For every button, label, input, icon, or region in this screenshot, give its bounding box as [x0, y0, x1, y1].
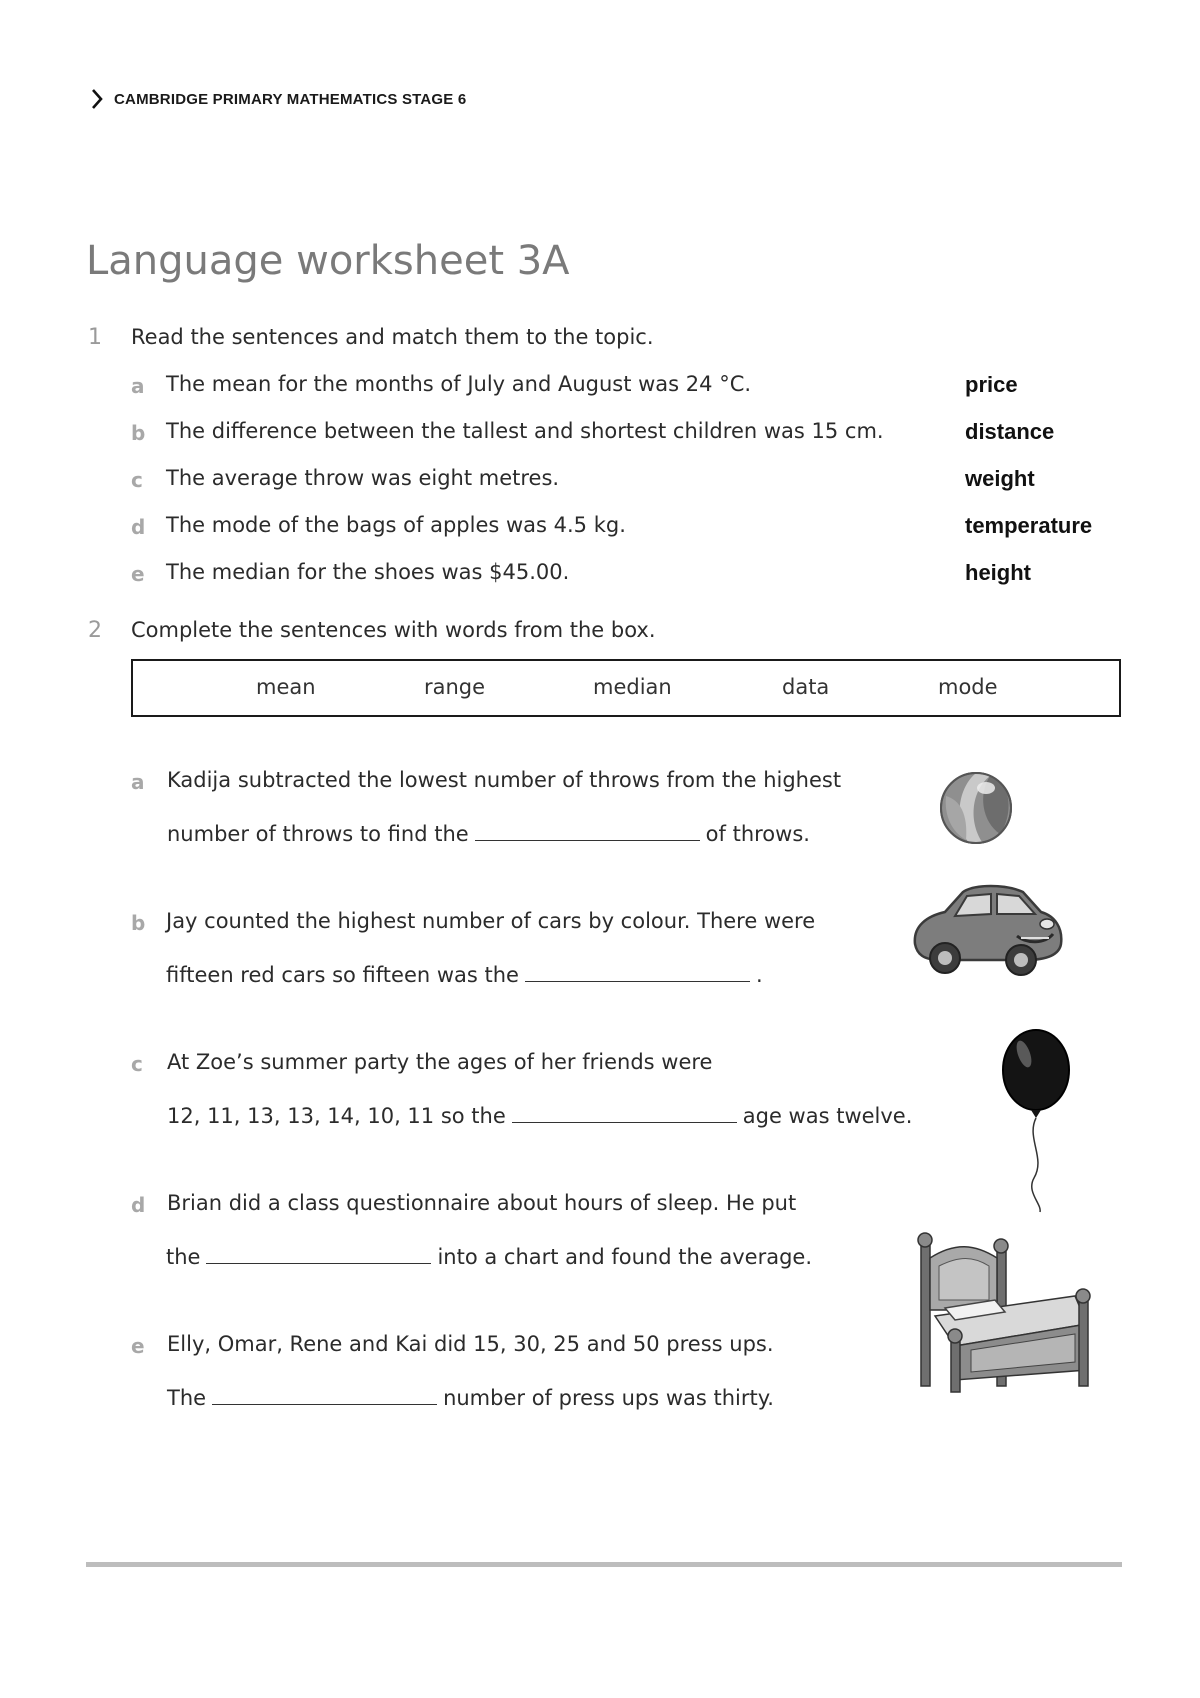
q2-item-line1: Elly, Omar, Rene and Kai did 15, 30, 25 and 50 press ups.: [167, 1332, 774, 1356]
beach-ball-icon: [938, 770, 1014, 846]
q1-topic-word: distance: [965, 419, 1055, 444]
q2-item-line1: Jay counted the highest number of cars by colour. There were: [166, 909, 816, 933]
q1-item-letter: d: [131, 515, 146, 539]
word-box-item: mean: [256, 675, 316, 699]
answer-blank[interactable]: [512, 1104, 737, 1123]
q1-topic-word: temperature: [965, 513, 1093, 538]
chevron-right-icon: [90, 88, 104, 110]
q1-topic-word: price: [965, 372, 1018, 397]
series-header: [90, 88, 466, 110]
q1-topic-word: height: [965, 560, 1031, 585]
q2-item-letter: b: [131, 911, 146, 935]
answer-blank[interactable]: [525, 963, 750, 982]
q1-item-sentence: The mean for the months of July and August was 24 °C.: [166, 372, 752, 396]
q2-item-letter: d: [131, 1193, 146, 1217]
question-1-prompt: Read the sentences and match them to the topic.: [131, 325, 654, 349]
series-label: CAMBRIDGE PRIMARY MATHEMATICS STAGE 6: [114, 90, 467, 108]
q2-item-line2-before: the: [166, 1245, 201, 1269]
word-box-item: median: [593, 675, 672, 699]
word-box-item: range: [424, 675, 486, 699]
footer-divider: [86, 1562, 1122, 1567]
q2-item-line2-before: 12, 11, 13, 13, 14, 10, 11 so the: [167, 1104, 506, 1128]
q1-item-sentence: The average throw was eight metres.: [166, 466, 560, 490]
answer-blank[interactable]: [206, 1245, 431, 1264]
word-box: [131, 659, 1121, 717]
q2-item-line2-before: number of throws to find the: [167, 822, 469, 846]
answer-blank[interactable]: [212, 1386, 437, 1405]
q1-item-letter: a: [131, 374, 145, 398]
question-1-number: 1: [88, 325, 102, 350]
q1-item-letter: b: [131, 421, 146, 445]
q2-item-line2: [167, 822, 810, 846]
question-2-prompt: Complete the sentences with words from the box.: [131, 618, 656, 642]
q2-item-line2-after: of throws.: [705, 822, 810, 846]
q2-item-line1: Kadija subtracted the lowest number of throws from the highest: [167, 768, 842, 792]
q1-item-sentence: The mode of the bags of apples was 4.5 kg.: [166, 513, 626, 537]
q2-item-letter: e: [131, 1334, 145, 1358]
balloon-icon: [996, 1028, 1076, 1214]
q2-item-line2: [167, 1104, 912, 1128]
page-title: Language worksheet 3A: [86, 238, 570, 284]
q2-item-line2-after: number of press ups was thirty.: [443, 1386, 774, 1410]
bed-icon: [915, 1230, 1095, 1398]
q2-item-line1: At Zoe’s summer party the ages of her friends were: [167, 1050, 713, 1074]
toy-car-icon: [905, 882, 1065, 982]
q2-item-line1: Brian did a class questionnaire about hours of sleep. He put: [167, 1191, 797, 1215]
word-box-item: data: [782, 675, 830, 699]
q2-item-line2: [166, 1245, 812, 1269]
q2-item-line2-before: The: [167, 1386, 207, 1410]
q2-item-line2-after: .: [755, 963, 763, 987]
q2-item-line2: [166, 963, 763, 987]
q1-item-letter: c: [131, 468, 143, 492]
question-2-number: 2: [88, 618, 102, 643]
q2-item-line2-before: fifteen red cars so fifteen was the: [166, 963, 519, 987]
q2-item-line2-after: age was twelve.: [742, 1104, 913, 1128]
q2-item-letter: a: [131, 770, 145, 794]
q2-item-letter: c: [131, 1052, 143, 1076]
word-box-item: mode: [938, 675, 998, 699]
q1-item-sentence: The median for the shoes was $45.00.: [166, 560, 570, 584]
q1-item-sentence: The difference between the tallest and shortest children was 15 cm.: [166, 419, 884, 443]
q2-item-line2: [167, 1386, 774, 1410]
q1-item-letter: e: [131, 562, 145, 586]
q1-topic-word: weight: [965, 466, 1035, 491]
q2-item-line2-after: into a chart and found the average.: [437, 1245, 813, 1269]
answer-blank[interactable]: [475, 822, 700, 841]
